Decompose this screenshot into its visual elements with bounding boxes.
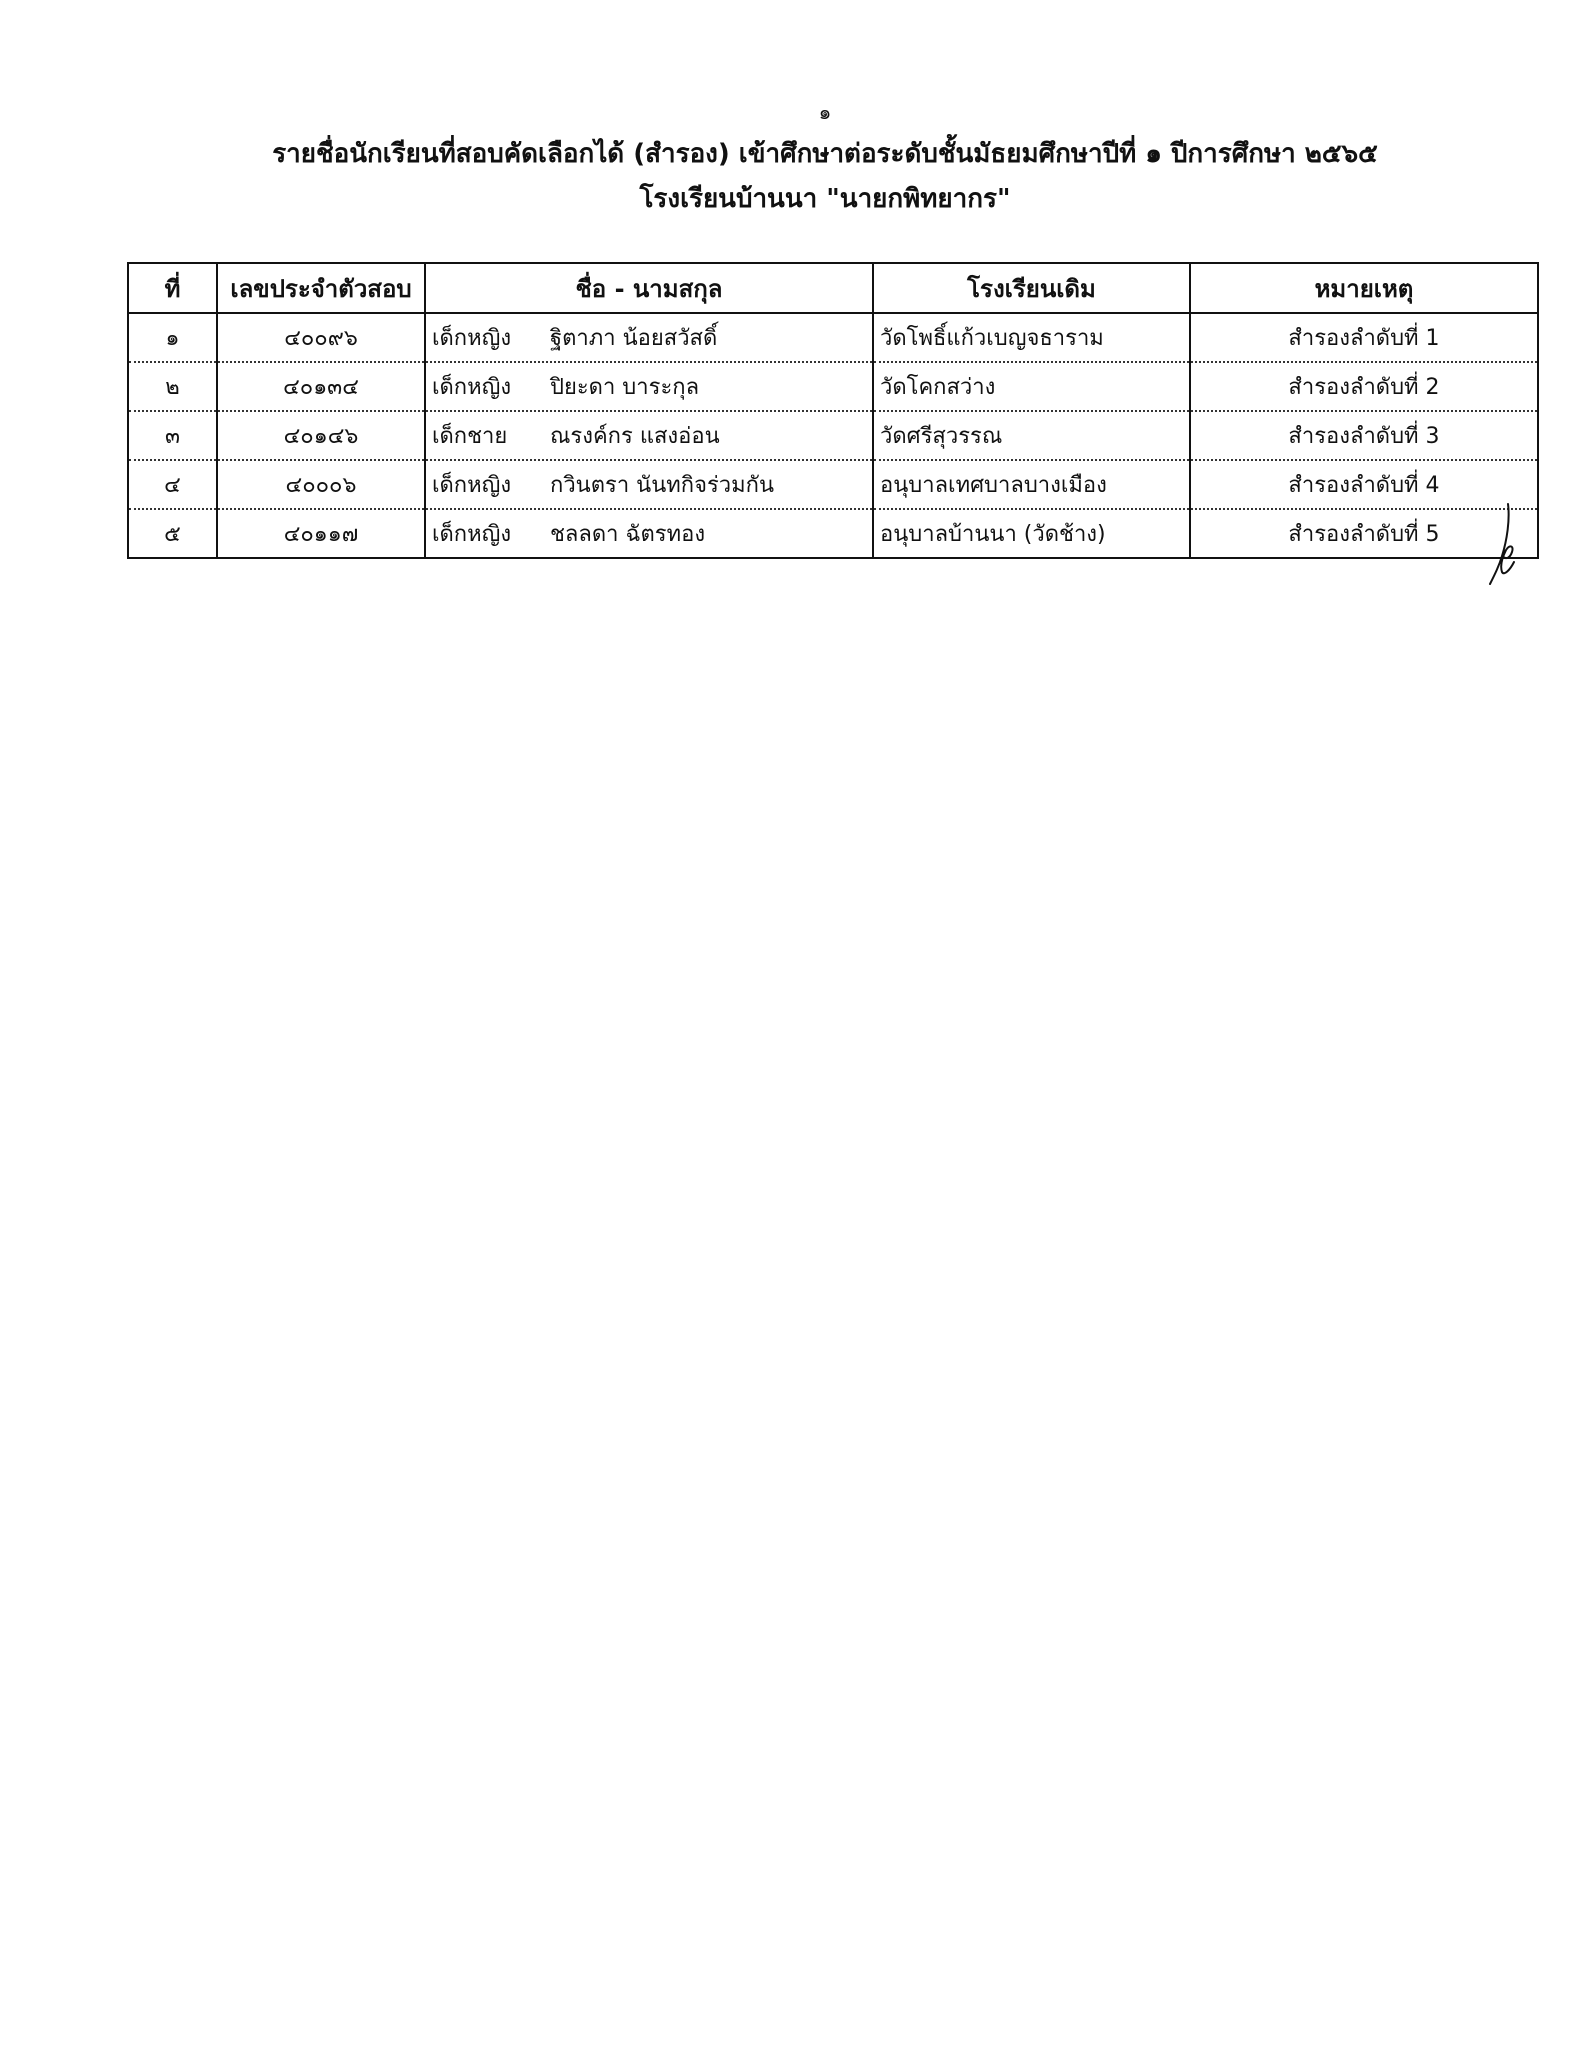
cell-note: สำรองลำดับที่ 5	[1190, 509, 1538, 558]
cell-no: ๕	[128, 509, 217, 558]
cell-former-school: วัดศรีสุวรรณ	[873, 411, 1190, 460]
name-prefix: เด็กหญิง	[432, 522, 512, 547]
cell-no: ๓	[128, 411, 217, 460]
cell-note: สำรองลำดับที่ 1	[1190, 313, 1538, 362]
student-name: ณรงค์กร แสงอ่อน	[550, 424, 720, 449]
name-prefix: เด็กชาย	[432, 424, 508, 449]
cell-no: ๒	[128, 362, 217, 411]
cell-former-school: วัดโคกสว่าง	[873, 362, 1190, 411]
cell-name	[425, 460, 873, 509]
cell-exam-id: ๔๐๑๑๗	[217, 509, 425, 558]
student-name: ปิยะดา บาระกุล	[550, 375, 700, 400]
document-title: รายชื่อนักเรียนที่สอบคัดเลือกได้ (สำรอง) เข้าศึกษาต่อระดับชั้นมัธยมศึกษาปีที่ ๑ ปีการศึกษา ๒๕๖๕	[272, 139, 1378, 169]
cell-former-school: วัดโพธิ์แก้วเบญจธาราม	[873, 313, 1190, 362]
table-header-row	[128, 263, 1538, 313]
name-prefix: เด็กหญิง	[432, 375, 512, 400]
table-row	[128, 460, 1538, 509]
cell-no: ๑	[128, 313, 217, 362]
table-row	[128, 313, 1538, 362]
cell-note: สำรองลำดับที่ 3	[1190, 411, 1538, 460]
page-number: ๑	[818, 100, 832, 124]
cell-note: สำรองลำดับที่ 4	[1190, 460, 1538, 509]
cell-former-school: อนุบาลเทศบาลบางเมือง	[873, 460, 1190, 509]
cell-exam-id: ๔๐๐๙๖	[217, 313, 425, 362]
student-name: ชลลดา ฉัตรทอง	[550, 522, 706, 547]
name-prefix: เด็กหญิง	[432, 326, 512, 351]
cell-name	[425, 313, 873, 362]
cell-former-school: อนุบาลบ้านนา (วัดช้าง)	[873, 509, 1190, 558]
cell-no: ๔	[128, 460, 217, 509]
table-row	[128, 362, 1538, 411]
column-header-exam-id: เลขประจำตัวสอบ	[217, 263, 425, 313]
student-name: ฐิตาภา น้อยสวัสดิ์	[550, 326, 718, 351]
cell-name	[425, 411, 873, 460]
table-row	[128, 411, 1538, 460]
table-row	[128, 509, 1538, 558]
cell-exam-id: ๔๐๐๐๖	[217, 460, 425, 509]
student-name: กวินตรา นันทกิจร่วมกัน	[550, 473, 774, 498]
school-name: โรงเรียนบ้านนา "นายกพิทยากร"	[639, 184, 1011, 214]
cell-name	[425, 362, 873, 411]
column-header-note: หมายเหตุ	[1190, 263, 1538, 313]
column-header-no: ที่	[128, 263, 217, 313]
reserve-student-table	[127, 262, 1539, 559]
cell-exam-id: ๔๐๑๓๔	[217, 362, 425, 411]
cell-exam-id: ๔๐๑๔๖	[217, 411, 425, 460]
signature-icon	[1480, 500, 1520, 590]
column-header-name: ชื่อ - นามสกุล	[425, 263, 873, 313]
cell-name	[425, 509, 873, 558]
name-prefix: เด็กหญิง	[432, 473, 512, 498]
cell-note: สำรองลำดับที่ 2	[1190, 362, 1538, 411]
column-header-former-school: โรงเรียนเดิม	[873, 263, 1190, 313]
